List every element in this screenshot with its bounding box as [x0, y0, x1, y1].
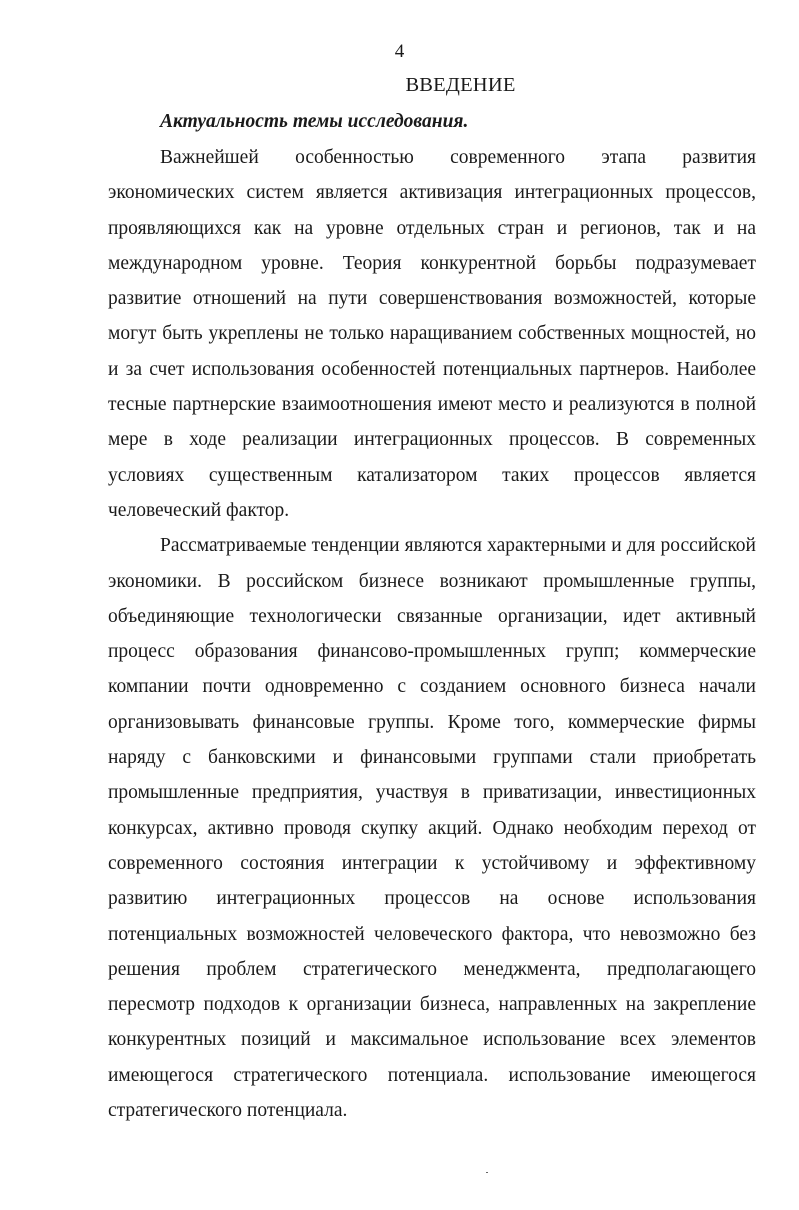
scan-speck: [486, 1172, 488, 1173]
page-number: 4: [394, 41, 405, 62]
subsection-heading: Актуальность темы исследования.: [160, 111, 469, 132]
body-text: [108, 140, 756, 1128]
paragraph-1: Важнейшей особенностью современного этапа развития экономических систем является активизация интеграционных процессов, проявляющихся как на уровне отдельных стран и регионов, так и на международном уровне. Теория конкурентной борьбы подразумевает развитие отношений на пути совершенствования возможностей, которые могут быть укреплены не только наращиванием собственных мощностей, но и за счет использования особенностей потенциальных партнеров. Наиболее тесные партнерские взаимоотношения имеют место и реализуются в полной мере в ходе реализации интеграционных процессов. В современных условиях существенным катализатором таких процессов является человеческий фактор.: [108, 147, 756, 521]
section-title: ВВЕДЕНИЕ: [405, 74, 516, 96]
paragraph-2: Рассматриваемые тенденции являются характерными и для российской экономики. В российском бизнесе возникают промышленные группы, объединяющие технологически связанные организации, идет активный процесс образования финансово-промышленных групп; коммерческие компании почти одновременно с созданием основного бизнеса начали организовывать финансовые группы. Кроме того, коммерческие фирмы наряду с банковскими и финансовыми группами стали приобретать промышленные предприятия, участвуя в приватизации, инвестиционных конкурсах, активно проводя скупку акций. Однако необходим переход от современного состояния интеграции к устойчивому и эффективному развитию интеграционных процессов на основе использования потенциальных возможностей человеческого фактора, что невозможно без решения проблем стратегического менеджмента, предполагающего пересмотр подходов к организации бизнеса, направленных на закрепление конкурентных позиций и максимальное использование всех элементов имеющегося стратегического потенциала. использование имеющегося стратегического потенциала.: [108, 535, 756, 1122]
